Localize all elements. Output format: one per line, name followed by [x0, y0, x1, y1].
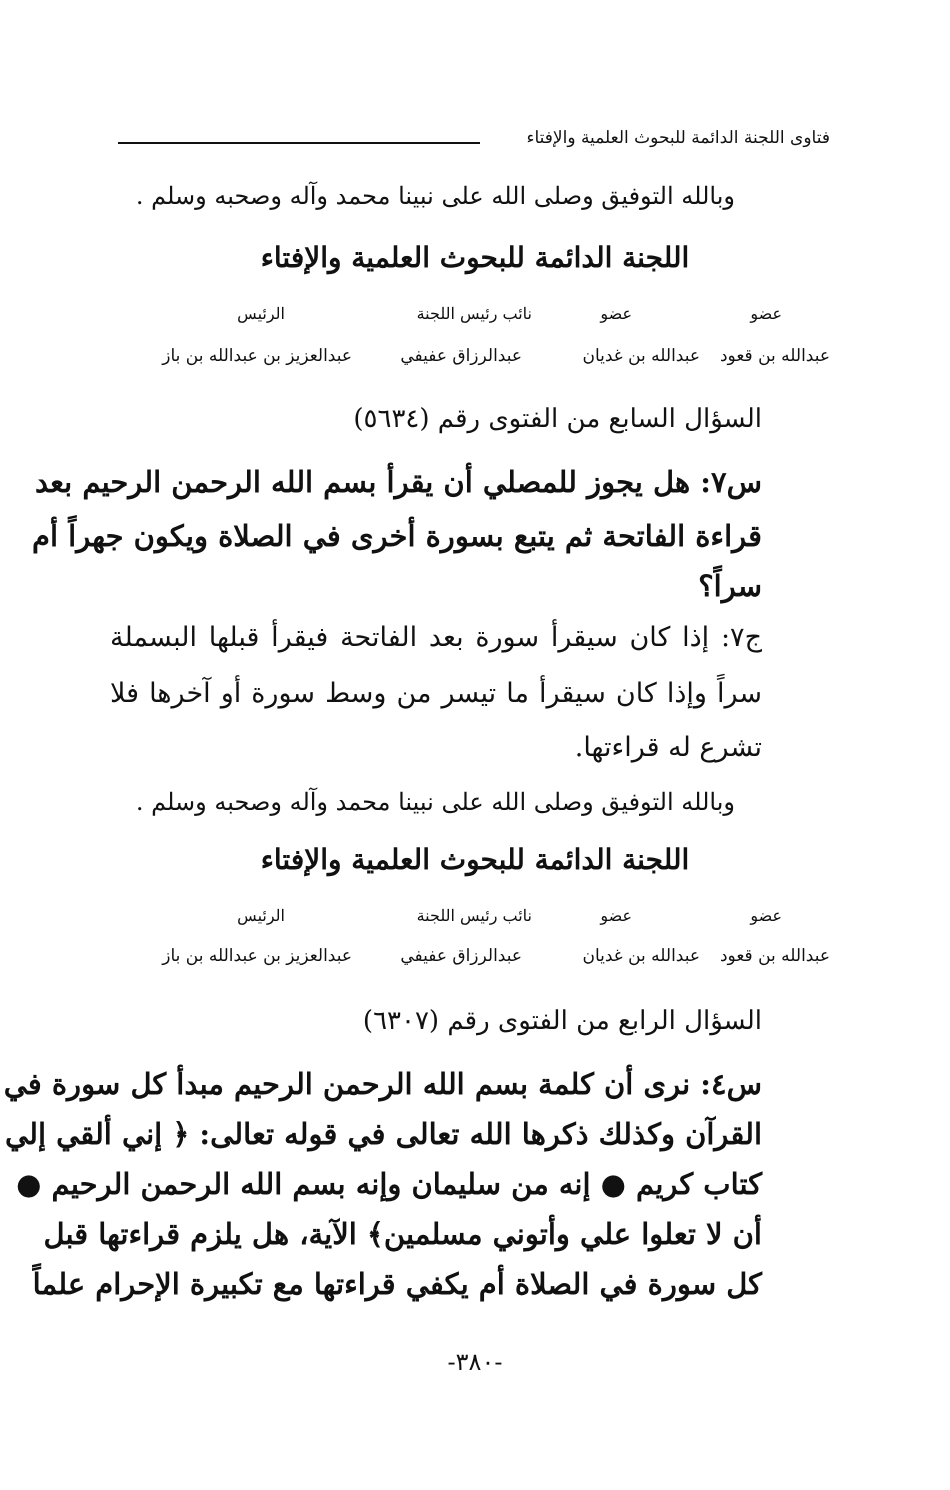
question-line: قراءة الفاتحة ثم يتبع بسورة أخرى في الصلاة ويكون جهراً أم: [32, 519, 762, 553]
name-deputy-chairman: عبدالرزاق عفيفي: [400, 946, 522, 966]
role-member-1: عضو: [750, 304, 782, 323]
question-line: كل سورة في الصلاة أم يكفي قراءتها مع تكبيرة الإحرام علماً: [32, 1267, 762, 1301]
answer-line: تشرع له قراءتها.: [574, 732, 762, 763]
running-header: [118, 122, 830, 162]
committee-name: اللجنة الدائمة للبحوث العلمية والإفتاء: [260, 241, 690, 274]
page-number: -٣٨٠-: [447, 1348, 503, 1376]
question-line: كتاب كريم ● إنه من سليمان وإنه بسم الله الرحمن الرحيم ●: [16, 1167, 762, 1201]
question-line: س٤: نرى أن كلمة بسم الله الرحمن الرحيم مبدأ كل سورة في: [3, 1067, 762, 1101]
question-line: أن لا تعلوا علي وأتوني مسلمين﴾ الآية، هل يلزم قراءتها قبل: [43, 1217, 762, 1251]
signatory-roles: [120, 906, 830, 930]
name-chairman: عبدالعزيز بن عبدالله بن باز: [162, 946, 352, 966]
role-member-2: عضو: [600, 906, 632, 925]
name-member-1: عبدالله بن قعود: [719, 346, 830, 366]
answer-line: سراً وإذا كان سيقرأ ما تيسر من وسط سورة أو آخرها فلا: [110, 678, 762, 709]
closing-formula: وبالله التوفيق وصلى الله على نبينا محمد وآله وصحبه وسلم .: [135, 182, 735, 210]
committee-name: اللجنة الدائمة للبحوث العلمية والإفتاء: [260, 843, 690, 876]
fatwa-title: السؤال السابع من الفتوى رقم (٥٦٣٤): [353, 404, 762, 434]
header-title: فتاوى اللجنة الدائمة للبحوث العلمية والإفتاء: [526, 128, 830, 148]
role-member-1: عضو: [750, 906, 782, 925]
fatwa-title: السؤال الرابع من الفتوى رقم (٦٣٠٧): [362, 1006, 762, 1036]
header-rule: [118, 142, 480, 144]
name-deputy-chairman: عبدالرزاق عفيفي: [400, 346, 522, 366]
role-deputy-chairman: نائب رئيس اللجنة: [416, 906, 532, 925]
closing-formula: وبالله التوفيق وصلى الله على نبينا محمد وآله وصحبه وسلم .: [135, 788, 735, 816]
signatory-names: [120, 346, 830, 372]
signatory-roles: [120, 304, 830, 328]
answer-line: ج٧: إذا كان سيقرأ سورة بعد الفاتحة فيقرأ قبلها البسملة: [110, 622, 762, 653]
role-member-2: عضو: [600, 304, 632, 323]
role-chairman: الرئيس: [237, 906, 285, 925]
signatory-names: [120, 946, 830, 972]
question-line: القرآن وكذلك ذكرها الله تعالى في قوله تعالى: ﴿ إني ألقي إلي: [4, 1117, 762, 1151]
name-member-2: عبدالله بن غديان: [582, 346, 700, 366]
name-member-2: عبدالله بن غديان: [582, 946, 700, 966]
role-chairman: الرئيس: [237, 304, 285, 323]
role-deputy-chairman: نائب رئيس اللجنة: [416, 304, 532, 323]
question-line: س٧: هل يجوز للمصلي أن يقرأ بسم الله الرحمن الرحيم بعد: [34, 465, 762, 499]
name-member-1: عبدالله بن قعود: [719, 946, 830, 966]
name-chairman: عبدالعزيز بن عبدالله بن باز: [162, 346, 352, 366]
question-line: سراً؟: [698, 569, 762, 603]
